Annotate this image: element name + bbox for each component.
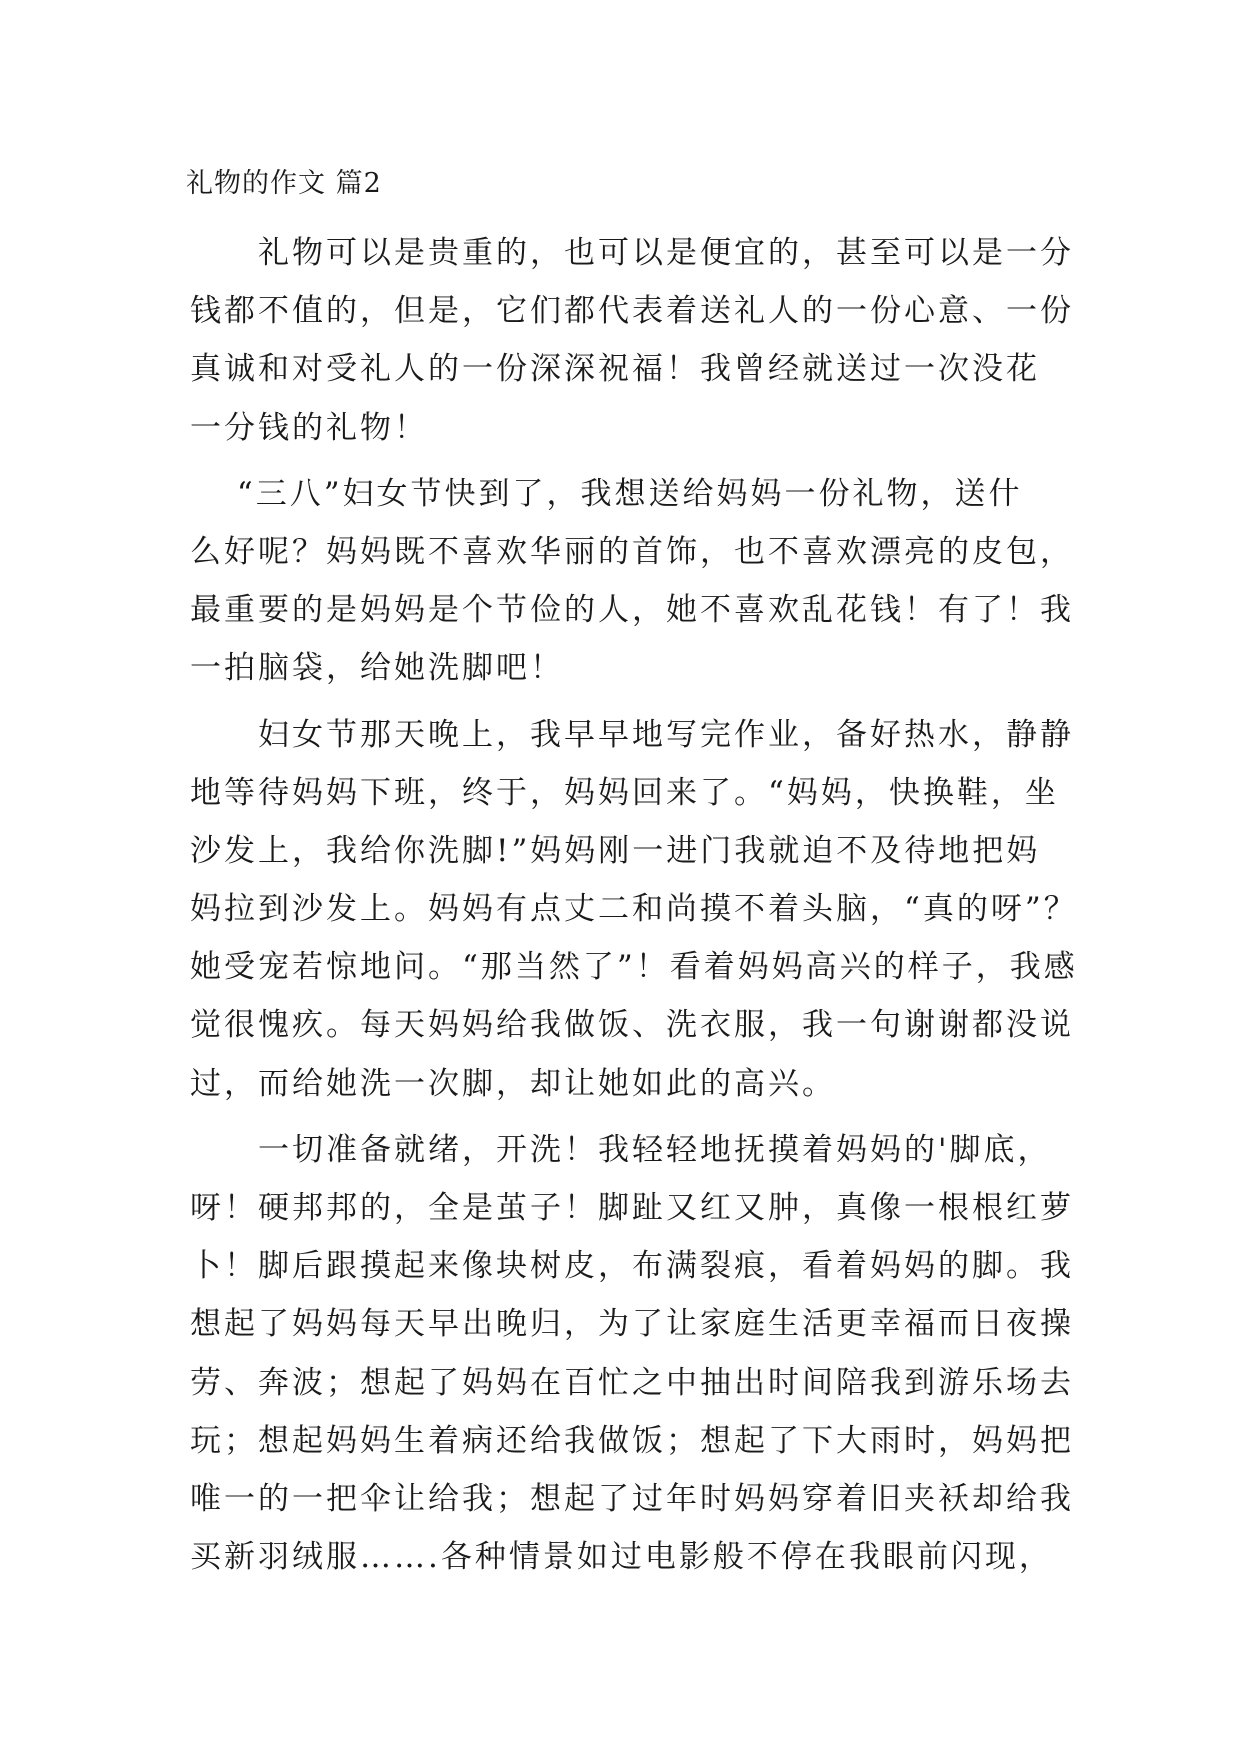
text-line: 礼物可以是贵重的，也可以是便宜的，甚至可以是一分	[190, 235, 1074, 271]
text-line: 钱都不值的，但是，它们都代表着送礼人的一份心意、一份	[190, 293, 1074, 330]
text-line: 一切准备就绪，开洗！我轻轻地抚摸着妈妈的'脚底，	[190, 1131, 1052, 1168]
text-line: 唯一的一把伞让给我；想起了过年时妈妈穿着旧夹袄却给我	[190, 1480, 1074, 1517]
paragraph	[190, 465, 1074, 698]
document-title: 礼物的作文 篇2	[186, 168, 382, 199]
text-line: 呀！硬邦邦的，全是茧子！脚趾又红又肿，真像一根根红萝	[190, 1190, 1074, 1226]
text-line: 觉很愧疚。每天妈妈给我做饭、洗衣服，我一句谢谢都没说	[190, 1007, 1074, 1044]
text-line: “三八”妇女节快到了，我想送给妈妈一份礼物，送什	[190, 475, 1023, 512]
text-line: 么好呢？妈妈既不喜欢华丽的首饰，也不喜欢漂亮的皮包，	[190, 533, 1074, 570]
text-line: 她受宠若惊地问。“那当然了”！看着妈妈高兴的样子，我感	[190, 949, 1078, 986]
text-line: 卜！脚后跟摸起来像块树皮，布满裂痕，看着妈妈的脚。我	[190, 1248, 1074, 1285]
text-line: 想起了妈妈每天早出晚归，为了让家庭生活更幸福而日夜操	[190, 1306, 1074, 1343]
text-line: 一分钱的礼物！	[190, 409, 428, 446]
paragraph	[190, 224, 1074, 457]
text-line: 地等待妈妈下班，终于，妈妈回来了。“妈妈，快换鞋，坐	[190, 774, 1059, 811]
text-line: 买新羽绒服…….各种情景如过电影般不停在我眼前闪现，	[190, 1539, 1053, 1576]
document-body	[190, 224, 1078, 1586]
paragraph	[190, 1121, 1074, 1587]
text-line: 沙发上，我给你洗脚!”妈妈刚一进门我就迫不及待地把妈	[190, 832, 1041, 869]
text-line: 过，而给她洗一次脚，却让她如此的高兴。	[190, 1065, 836, 1102]
text-line: 最重要的是妈妈是个节俭的人，她不喜欢乱花钱！有了！我	[190, 592, 1074, 629]
text-line: 一拍脑袋，给她洗脚吧！	[190, 650, 564, 687]
text-line: 妈拉到沙发上。妈妈有点丈二和尚摸不着头脑，“真的呀”？	[190, 891, 1078, 928]
paragraph	[190, 706, 1078, 1113]
text-line: 玩；想起妈妈生着病还给我做饭；想起了下大雨时，妈妈把	[190, 1422, 1074, 1459]
text-line: 劳、奔波；想起了妈妈在百忙之中抽出时间陪我到游乐场去	[190, 1364, 1074, 1401]
text-line: 妇女节那天晚上，我早早地写完作业，备好热水，静静	[190, 716, 1074, 753]
text-line: 真诚和对受礼人的一份深深祝福！我曾经就送过一次没花	[190, 351, 1040, 388]
